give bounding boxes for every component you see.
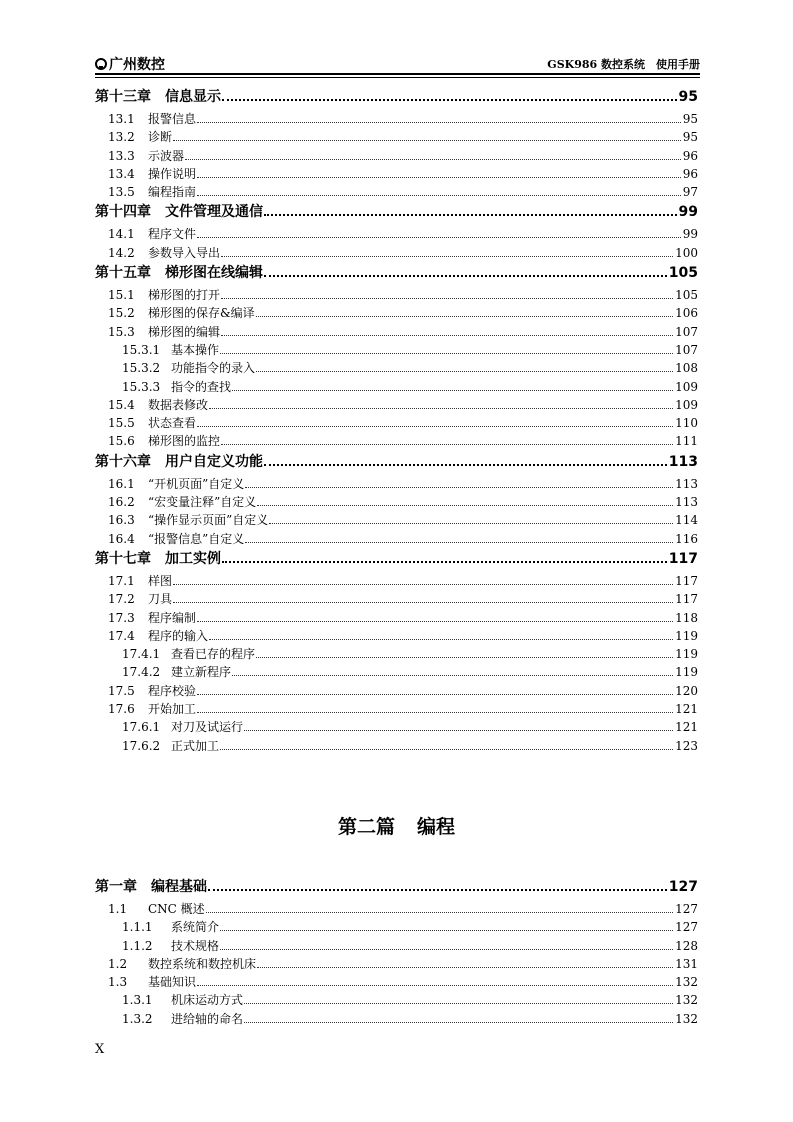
toc-entry-number: 16.1 <box>108 476 135 491</box>
toc-entry-number: 15.5 <box>108 416 135 431</box>
dot-leader <box>197 984 673 986</box>
dot-leader <box>209 407 673 409</box>
toc-entry-number: 1.1.1 <box>122 920 153 935</box>
toc-entry-label <box>95 475 244 492</box>
dot-leader <box>197 620 673 622</box>
toc-entry-number: 15.3.3 <box>122 379 161 394</box>
toc-entry-number: 第十五章 <box>95 265 151 282</box>
toc-section-entry[interactable] <box>95 609 698 627</box>
toc-entry-title: 进给轴的命名 <box>171 1011 244 1026</box>
toc-entry-label <box>95 86 221 106</box>
page-number: X <box>95 1042 105 1057</box>
toc-entry-page: 95 <box>678 89 698 105</box>
dot-leader <box>197 194 681 196</box>
dot-leader <box>221 297 673 299</box>
dot-leader <box>264 274 667 277</box>
toc-entry-page: 128 <box>675 938 698 953</box>
toc-chapter-entry[interactable] <box>95 201 698 225</box>
toc-entry-page: 113 <box>675 495 698 510</box>
toc-entry-number: 17.1 <box>108 573 135 588</box>
toc-section-entry[interactable] <box>95 244 698 262</box>
toc-entry-title: 数控系统和数控机床 <box>148 956 257 971</box>
toc-entry-number: 13.1 <box>108 112 135 126</box>
toc-entry-page: 100 <box>675 245 698 260</box>
toc-entry-label <box>95 955 256 972</box>
dot-leader <box>221 334 673 336</box>
toc-section-entry[interactable] <box>95 918 698 936</box>
toc-chapter-entry[interactable] <box>95 451 698 475</box>
toc-chapter-entry[interactable] <box>95 86 698 110</box>
toc-entry-page: 95 <box>682 112 698 126</box>
toc-entry-title: 文件管理及通信 <box>165 204 263 221</box>
toc-section-entry[interactable] <box>95 663 698 681</box>
toc-entry-number: 1.3 <box>108 975 128 990</box>
toc-entry-page: 97 <box>682 185 698 200</box>
page-header <box>95 52 700 74</box>
dot-leader <box>264 463 667 466</box>
toc-entry-title: “操作显示页面”自定义 <box>148 513 269 528</box>
toc-entry-title: 对刀及试运行 <box>171 720 244 735</box>
manual-title: GSK986 数控系统 使用手册 <box>547 58 700 71</box>
toc-entry-page: 119 <box>675 647 698 662</box>
toc-entry-page: 113 <box>668 453 698 470</box>
toc-entry-number: 17.6 <box>108 702 135 717</box>
toc-entry-label <box>95 572 172 589</box>
toc-entry-page: 95 <box>682 130 698 145</box>
toc-entry-label <box>95 718 243 735</box>
toc-entry-page: 117 <box>675 592 698 607</box>
toc-entry-label <box>95 323 220 340</box>
toc-entry-number: 16.3 <box>108 513 135 528</box>
toc-entry-title: 梯形图的打开 <box>148 288 221 303</box>
toc-entry-number: 第十四章 <box>95 204 151 221</box>
dot-leader <box>220 352 673 354</box>
toc-section-entry[interactable] <box>95 973 698 991</box>
toc-section-entry[interactable] <box>95 627 698 645</box>
dot-leader <box>197 236 681 238</box>
toc-entry-label <box>95 900 205 917</box>
toc-entry-title: 参数导入导出 <box>148 245 221 260</box>
toc-section-entry[interactable] <box>95 304 698 322</box>
toc-entry-page: 113 <box>675 476 698 491</box>
toc-entry-number: 13.3 <box>108 148 135 163</box>
header-rule <box>95 73 700 75</box>
toc-entry-number: 17.5 <box>108 683 135 698</box>
toc-entry-page: 127 <box>668 879 698 895</box>
toc-entry-title: “宏变量注释”自定义 <box>148 495 257 510</box>
toc-entry-label <box>95 548 221 568</box>
toc-entry-number: 17.4.2 <box>122 665 161 680</box>
toc-entry-label <box>95 493 256 510</box>
dot-leader <box>269 522 673 524</box>
toc-entry-label <box>95 147 184 164</box>
toc-entry-label <box>95 918 219 935</box>
toc-entry-label <box>95 1010 243 1027</box>
toc-entry-title: 编程基础 <box>151 879 207 895</box>
toc-entry-label <box>95 737 219 754</box>
toc-entry-label <box>95 286 220 303</box>
toc-entry-title: 报警信息 <box>148 112 197 126</box>
toc-section-entry[interactable] <box>95 475 698 493</box>
toc-entry-page: 110 <box>675 416 698 431</box>
toc-entry-number: 13.5 <box>108 185 135 200</box>
toc-section-entry[interactable] <box>95 572 698 590</box>
toc-entry-label <box>95 609 196 626</box>
toc-entry-label <box>95 128 172 145</box>
toc-entry-page: 107 <box>675 342 698 357</box>
toc-entry-page: 127 <box>675 920 698 935</box>
toc-section-entry[interactable] <box>95 396 698 414</box>
dot-leader <box>264 213 677 216</box>
toc-entry-label <box>95 183 196 200</box>
toc-entry-page: 119 <box>675 628 698 643</box>
toc-section-entry[interactable] <box>95 414 698 432</box>
toc-entry-page: 109 <box>675 379 698 394</box>
dot-leader <box>257 504 673 506</box>
toc-entry-page: 127 <box>675 902 698 916</box>
toc-entry-label <box>95 645 255 662</box>
toc-entry-page: 132 <box>675 975 698 990</box>
toc-entry-number: 15.6 <box>108 434 135 449</box>
toc-entry-number: 14.2 <box>108 245 135 260</box>
toc-section-entry[interactable] <box>95 700 698 718</box>
toc-entry-number: 15.1 <box>108 288 135 303</box>
dot-leader <box>197 711 673 713</box>
dot-leader <box>256 370 673 372</box>
toc-entry-label <box>95 396 208 413</box>
toc-entry-label <box>95 530 244 547</box>
toc-entry-title: 梯形图的保存&编译 <box>148 306 255 321</box>
toc-entry-label <box>95 973 196 990</box>
dot-leader <box>256 656 673 658</box>
gsk-logo-icon <box>95 58 107 70</box>
dot-leader <box>197 121 681 123</box>
toc-entry-label <box>95 432 220 449</box>
toc-entry-page: 96 <box>682 166 698 181</box>
toc-entry-title: 编程指南 <box>148 185 197 200</box>
toc-section-entry[interactable] <box>95 645 698 663</box>
toc-entry-number: 15.3 <box>108 324 135 339</box>
toc-section-entry[interactable] <box>95 955 698 973</box>
toc-entry-number: 17.2 <box>108 592 135 607</box>
toc-entry-label <box>95 937 219 954</box>
toc-chapter-entry[interactable] <box>95 262 698 286</box>
toc-entry-page: 107 <box>675 324 698 339</box>
toc-entry-title: CNC 概述 <box>148 902 205 916</box>
dot-leader <box>222 98 677 101</box>
toc-section-entry[interactable] <box>95 432 698 450</box>
dot-leader <box>208 888 667 891</box>
toc-entry-page: 117 <box>675 573 698 588</box>
toc-entry-number: 15.3.2 <box>122 361 161 376</box>
toc-entry-title: 加工实例 <box>165 550 221 567</box>
toc-entry-label <box>95 244 220 261</box>
toc-section-entry[interactable] <box>95 737 698 755</box>
toc-entry-page: 116 <box>675 531 698 546</box>
toc-section-entry[interactable] <box>95 359 698 377</box>
toc-entry-title: 建立新程序 <box>171 665 232 680</box>
dot-leader <box>209 638 673 640</box>
toc-entry-title: 程序校验 <box>148 683 197 698</box>
toc-entry-page: 108 <box>675 361 698 376</box>
toc-entry-page: 131 <box>675 956 698 971</box>
dot-leader <box>173 601 673 603</box>
dot-leader <box>221 443 673 445</box>
toc-entry-title: 程序的输入 <box>148 628 209 643</box>
toc-entry-title: 刀具 <box>148 592 173 607</box>
dot-leader <box>245 486 673 488</box>
toc-entry-page: 105 <box>675 288 698 303</box>
company-logo <box>95 54 165 74</box>
dot-leader <box>197 693 673 695</box>
toc-entry-number: 17.4.1 <box>122 647 161 662</box>
toc-entry-page: 121 <box>675 720 698 735</box>
toc-entry-label <box>95 359 255 376</box>
toc-entry-number: 15.4 <box>108 397 135 412</box>
dot-leader <box>232 389 673 391</box>
toc-entry-number: 17.6.1 <box>122 720 161 735</box>
toc-entry-title: “报警信息”自定义 <box>148 531 245 546</box>
toc-entry-number: 13.4 <box>108 166 135 181</box>
toc-entry-title: 程序编制 <box>148 610 197 625</box>
toc-entry-page: 117 <box>668 550 698 567</box>
dot-leader <box>257 966 673 968</box>
toc-entry-page: 105 <box>668 265 698 282</box>
toc-entry-title: 机床运动方式 <box>171 993 244 1008</box>
toc-entry-title: 操作说明 <box>148 166 197 181</box>
dot-leader <box>245 541 673 543</box>
toc-entry-number: 17.6.2 <box>122 738 161 753</box>
toc-section-entry[interactable] <box>95 378 698 396</box>
toc-entry-number: 16.2 <box>108 495 135 510</box>
logo-text: 广州数控 <box>109 57 165 73</box>
toc-entry-label <box>95 682 196 699</box>
toc-entry-title: 梯形图的监控 <box>148 434 221 449</box>
toc-entry-label <box>95 110 196 127</box>
toc-entry-label <box>95 341 219 358</box>
toc-entry-title: 系统简介 <box>171 920 220 935</box>
dot-leader <box>206 911 673 913</box>
toc-entry-number: 1.3.2 <box>122 1011 153 1026</box>
toc-section-entry[interactable] <box>95 323 698 341</box>
toc-entry-title: 功能指令的录入 <box>171 361 256 376</box>
toc-entry-number: 13.2 <box>108 130 135 145</box>
toc-entry-title: 梯形图的编辑 <box>148 324 221 339</box>
toc-entry-number: 16.4 <box>108 531 135 546</box>
toc-entry-label <box>95 225 196 242</box>
toc-entry-label <box>95 304 255 321</box>
toc-entry-page: 121 <box>675 702 698 717</box>
toc-entry-title: 诊断 <box>148 130 173 145</box>
dot-leader <box>173 139 681 141</box>
toc-entry-label <box>95 991 243 1008</box>
toc-section-entry[interactable] <box>95 341 698 359</box>
toc-entry-page: 119 <box>675 665 698 680</box>
dot-leader <box>220 929 673 931</box>
toc-entry-number: 第一章 <box>95 879 137 895</box>
toc-entry-label <box>95 201 263 221</box>
toc-entry-title: 基础知识 <box>148 975 197 990</box>
toc-entry-page: 109 <box>675 397 698 412</box>
toc-section-entry[interactable] <box>95 530 698 548</box>
toc-entry-title: 示波器 <box>148 148 185 163</box>
toc-entry-title: 梯形图在线编辑 <box>165 265 263 282</box>
toc-entry-title: 指令的查找 <box>171 379 232 394</box>
toc-entry-number: 1.3.1 <box>122 993 153 1008</box>
toc-section-entry[interactable] <box>95 1010 698 1028</box>
dot-leader <box>173 583 673 585</box>
dot-leader <box>256 315 673 317</box>
toc-entry-page: 114 <box>675 513 698 528</box>
toc-entry-title: 程序文件 <box>148 227 197 242</box>
toc-section-entry[interactable] <box>95 511 698 529</box>
toc-entry-number: 1.2 <box>108 956 128 971</box>
toc-entry-number: 17.4 <box>108 628 135 643</box>
toc-entry-label <box>95 627 208 644</box>
toc-section-entry[interactable] <box>95 590 698 608</box>
toc-entry-page: 111 <box>675 434 698 449</box>
toc-entry-page: 132 <box>675 993 698 1008</box>
toc-entry-title: 用户自定义功能 <box>165 453 263 470</box>
dot-leader <box>220 748 673 750</box>
toc-entry-title: 开始加工 <box>148 702 197 717</box>
toc-section-b <box>95 876 698 1028</box>
dot-leader <box>244 729 673 731</box>
toc-entry-number: 15.2 <box>108 306 135 321</box>
toc-section-entry[interactable] <box>95 900 698 918</box>
part-heading <box>0 812 793 839</box>
toc-entry-page: 118 <box>675 610 698 625</box>
toc-entry-title: 正式加工 <box>171 738 220 753</box>
toc-chapter-entry[interactable] <box>95 876 698 900</box>
toc-entry-title: 基本操作 <box>171 342 220 357</box>
dot-leader <box>197 176 681 178</box>
toc-entry-label <box>95 165 196 182</box>
toc-section-entry[interactable] <box>95 183 698 201</box>
toc-entry-number: 第十七章 <box>95 550 151 567</box>
toc-entry-page: 99 <box>682 227 698 242</box>
toc-section-entry[interactable] <box>95 937 698 955</box>
toc-section-entry[interactable] <box>95 286 698 304</box>
part-number: 第二篇 <box>337 816 395 838</box>
toc-section-entry[interactable] <box>95 147 698 165</box>
toc-entry-label <box>95 876 207 896</box>
toc-entry-number: 1.1 <box>108 902 128 916</box>
toc-chapter-entry[interactable] <box>95 548 698 572</box>
toc-section-entry[interactable] <box>95 165 698 183</box>
toc-entry-label <box>95 414 196 431</box>
toc-entry-label <box>95 511 268 528</box>
toc-entry-label <box>95 262 263 282</box>
header-rule-thin <box>95 77 700 78</box>
toc-entry-label <box>95 451 263 471</box>
toc-section-entry[interactable] <box>95 718 698 736</box>
toc-section-entry[interactable] <box>95 128 698 146</box>
dot-leader <box>197 425 673 427</box>
toc-entry-label <box>95 663 231 680</box>
toc-entry-title: 技术规格 <box>171 938 220 953</box>
toc-entry-number: 第十六章 <box>95 453 151 470</box>
dot-leader <box>244 1002 673 1004</box>
part-title: 编程 <box>417 816 456 838</box>
toc-entry-page: 99 <box>678 204 698 221</box>
toc-entry-title: 状态查看 <box>148 416 197 431</box>
toc-entry-number: 14.1 <box>108 227 135 242</box>
toc-entry-label <box>95 590 172 607</box>
toc-entry-number: 15.3.1 <box>122 342 161 357</box>
toc-entry-number: 1.1.2 <box>122 938 153 953</box>
toc-entry-label <box>95 378 231 395</box>
toc-entry-number: 第十三章 <box>95 89 151 105</box>
dot-leader <box>244 1021 673 1023</box>
toc-section-entry[interactable] <box>95 682 698 700</box>
toc-entry-title: 查看已存的程序 <box>171 647 256 662</box>
toc-section-entry[interactable] <box>95 225 698 243</box>
toc-entry-page: 132 <box>675 1011 698 1026</box>
toc-entry-page: 96 <box>682 148 698 163</box>
toc-entry-title: 样图 <box>148 573 173 588</box>
dot-leader <box>232 674 673 676</box>
toc-section-entry[interactable] <box>95 493 698 511</box>
toc-entry-page: 106 <box>675 306 698 321</box>
toc-section-entry[interactable] <box>95 110 698 128</box>
toc-entry-page: 123 <box>675 738 698 753</box>
toc-entry-title: 信息显示 <box>165 89 221 105</box>
toc-entry-title: “开机页面”自定义 <box>148 476 245 491</box>
toc-entry-label <box>95 700 196 717</box>
dot-leader <box>222 560 667 563</box>
dot-leader <box>220 948 673 950</box>
toc-entry-page: 120 <box>675 683 698 698</box>
toc-entry-title: 数据表修改 <box>148 397 209 412</box>
toc-section-a <box>95 86 698 755</box>
dot-leader <box>185 158 681 160</box>
toc-section-entry[interactable] <box>95 991 698 1009</box>
dot-leader <box>221 255 673 257</box>
toc-entry-number: 17.3 <box>108 610 135 625</box>
